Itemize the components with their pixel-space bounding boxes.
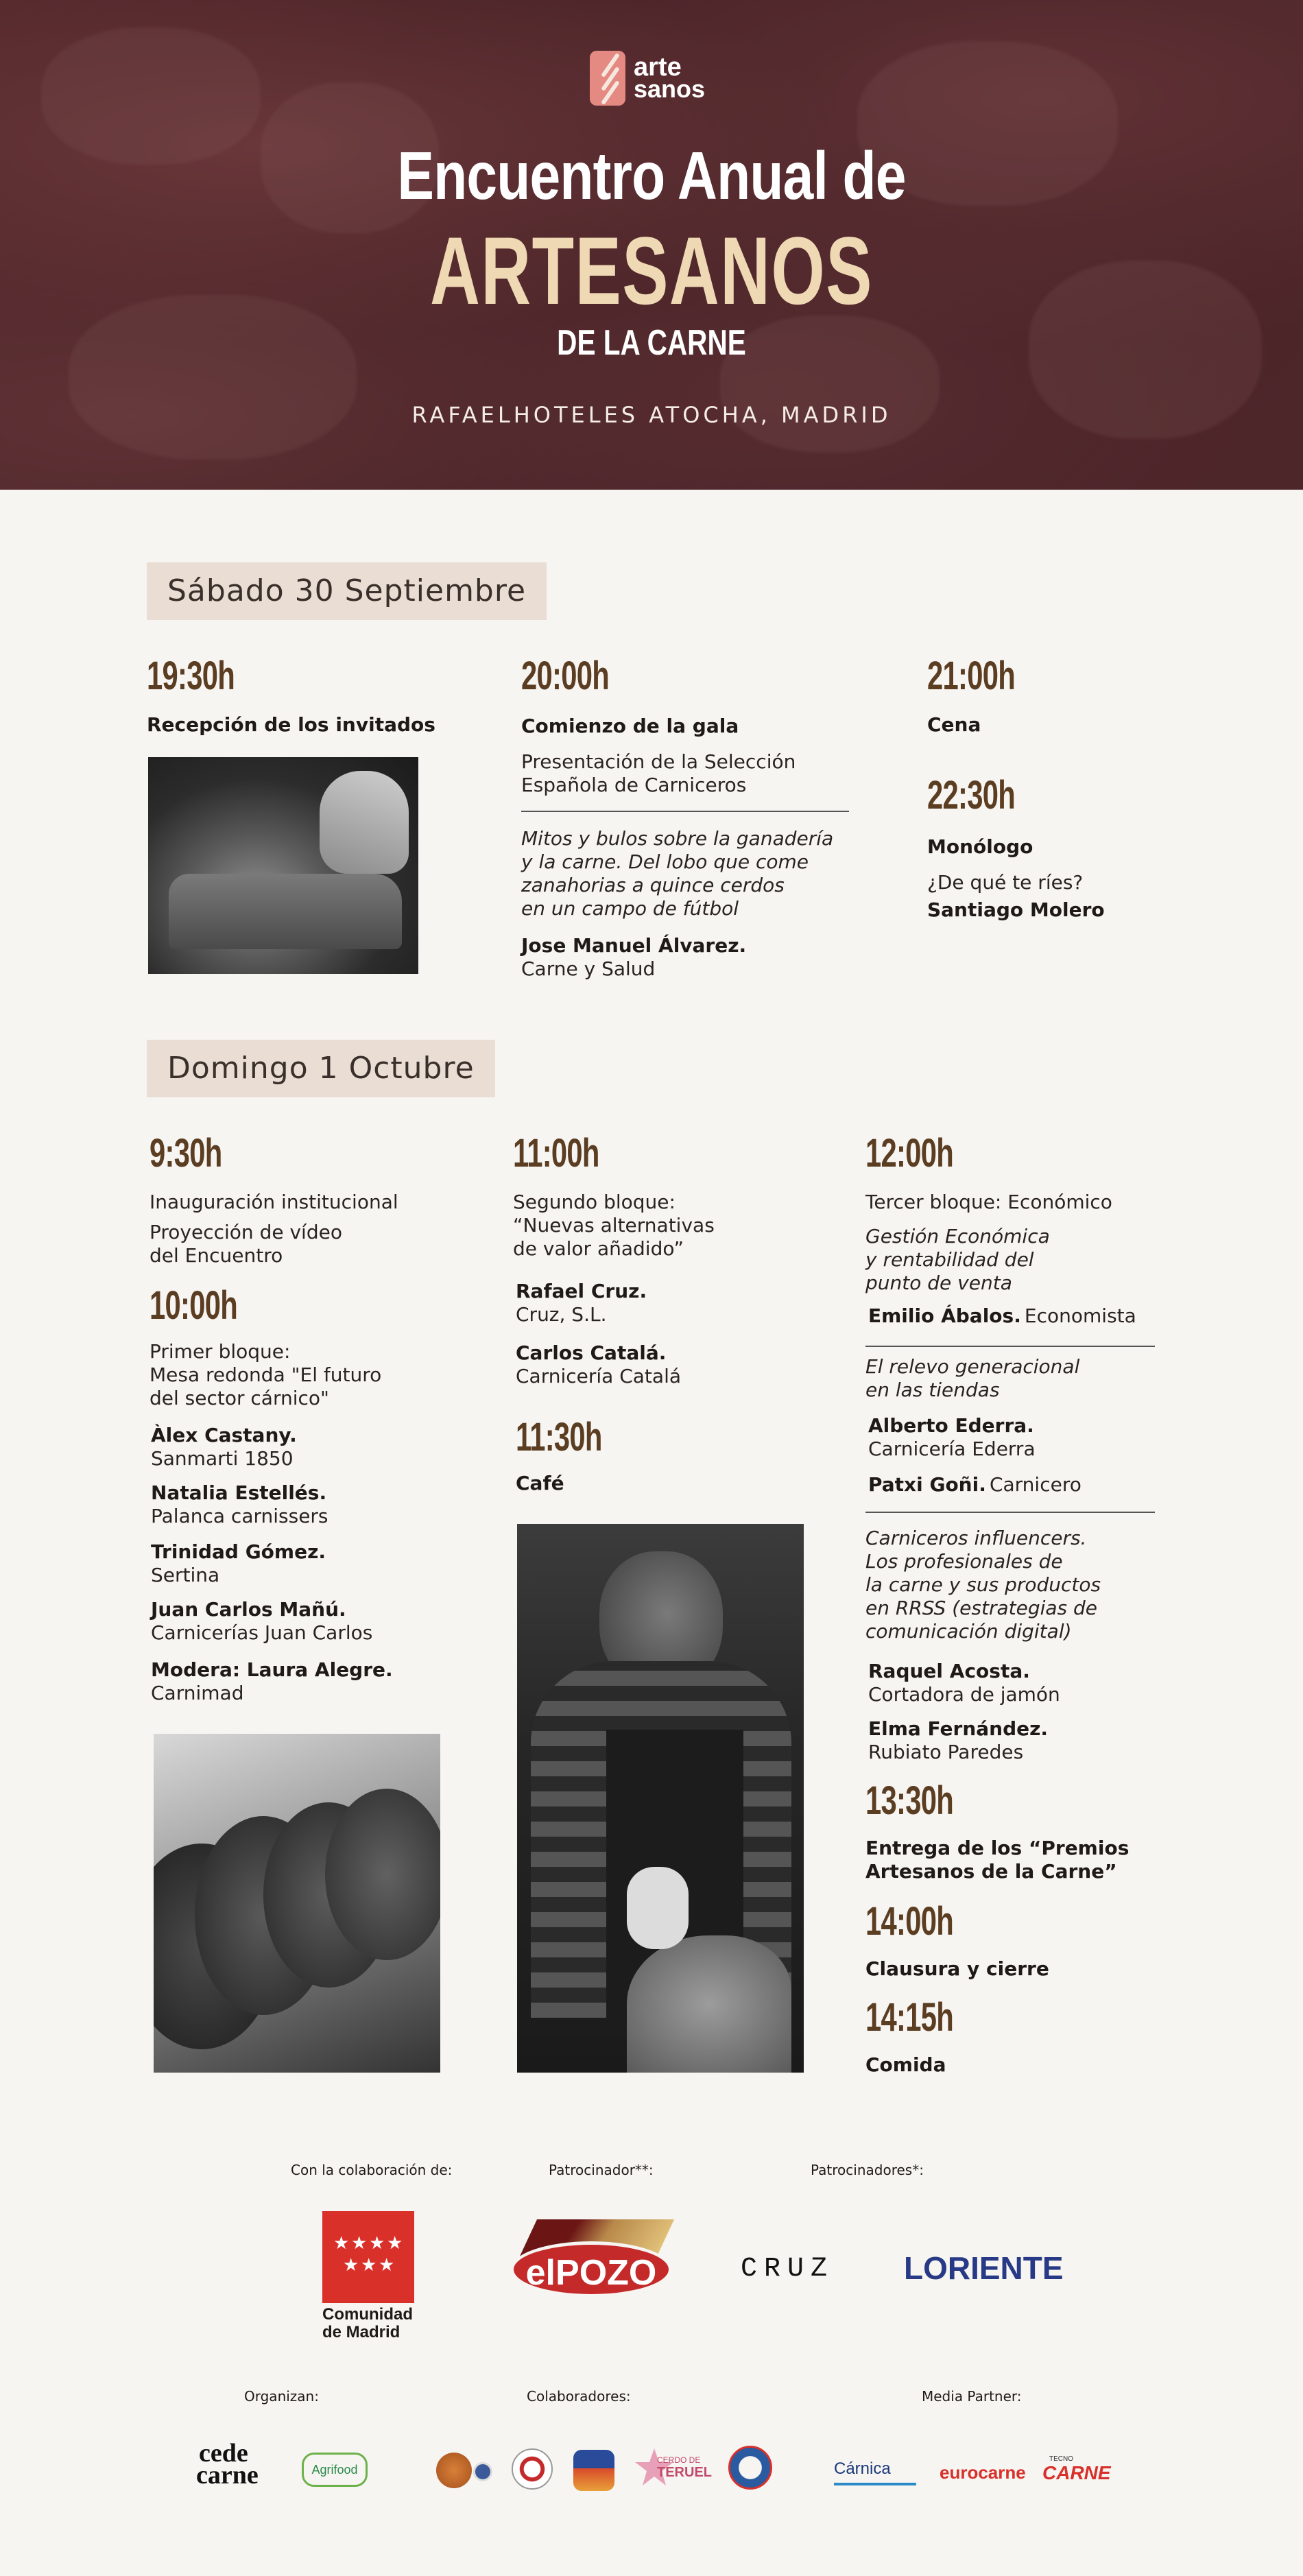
speaker-org: Carnicerías Juan Carlos bbox=[151, 1621, 373, 1644]
speaker-org: Carnimad bbox=[151, 1682, 244, 1704]
talk-title: en un campo de fútbol bbox=[521, 897, 739, 920]
event-title: Café bbox=[516, 1472, 564, 1494]
time-1415: 14:15h bbox=[865, 1995, 954, 2040]
speaker-name: Natalia Estellés. bbox=[151, 1481, 327, 1504]
collaborators-label: Colaboradores: bbox=[527, 2388, 631, 2405]
day-header-sunday: Domingo 1 Octubre bbox=[147, 1040, 495, 1097]
collaborator-seal-icon bbox=[512, 2448, 553, 2490]
venue: RAFAELHOTELES ATOCHA, MADRID bbox=[411, 402, 892, 428]
talk-title: comunicación digital) bbox=[865, 1620, 1072, 1643]
agrifood-logo: Agrifood bbox=[302, 2453, 368, 2487]
event-title: Artesanos de la Carne” bbox=[865, 1860, 1117, 1883]
speaker-name: Santiago Molero bbox=[927, 898, 1105, 921]
time-0930: 9:30h bbox=[150, 1131, 222, 1176]
steak-shape bbox=[169, 874, 402, 949]
speaker-name: Alberto Ederra. bbox=[868, 1414, 1034, 1437]
meat-cut bbox=[627, 1935, 791, 2073]
talk-title: Gestión Económica bbox=[865, 1225, 1050, 1248]
event-title: Segundo bloque: bbox=[513, 1191, 676, 1213]
speaker-name: Modera: Laura Alegre. bbox=[151, 1658, 393, 1681]
speaker-name: Emilio Ábalos. bbox=[868, 1304, 1021, 1327]
time-1000: 10:00h bbox=[150, 1283, 238, 1328]
divider bbox=[865, 1346, 1155, 1347]
event-title: Cena bbox=[927, 713, 981, 736]
hero-banner bbox=[0, 0, 1303, 490]
talk-title: Mitos y bulos sobre la ganadería bbox=[521, 827, 834, 850]
time-2100: 21:00h bbox=[927, 654, 1016, 698]
time-1100: 11:00h bbox=[513, 1131, 599, 1176]
event-title-line1: Encuentro Anual de bbox=[397, 138, 906, 213]
time-1330: 13:30h bbox=[865, 1778, 954, 1823]
speaker-org: Sanmarti 1850 bbox=[151, 1447, 294, 1470]
talk-title: y rentabilidad del bbox=[865, 1248, 1034, 1271]
talk-title: la carne y sus productos bbox=[865, 1573, 1101, 1596]
elpozo-wordmark: elPOZO bbox=[510, 2241, 672, 2298]
sausage-photo bbox=[154, 1734, 440, 2073]
talk-title: en las tiendas bbox=[865, 1379, 1000, 1401]
collaborator-shield-icon bbox=[573, 2450, 614, 2491]
madrid-flag-icon: ★ ★ ★ ★ ★ ★ ★ bbox=[322, 2211, 414, 2303]
time-1130: 11:30h bbox=[516, 1415, 602, 1459]
main-sponsor-label: Patrocinador**: bbox=[549, 2162, 654, 2178]
speaker-org: Economista bbox=[1024, 1304, 1136, 1327]
loriente-logo: LORIENTE bbox=[904, 2250, 1064, 2286]
talk-title: y la carne. Del lobo que come bbox=[521, 850, 809, 873]
event-title: Inauguración institucional bbox=[150, 1191, 398, 1213]
sponsors-label: Patrocinadores*: bbox=[811, 2162, 924, 2178]
cedecarne-text: cede bbox=[199, 2439, 248, 2468]
event-title: Monólogo bbox=[927, 835, 1033, 858]
event-desc: Proyección de vídeo bbox=[150, 1221, 342, 1243]
event-desc: del Encuentro bbox=[150, 1244, 283, 1267]
teruel-text: CERDO DE bbox=[657, 2455, 701, 2465]
speaker-org: Carnicero bbox=[989, 1473, 1081, 1496]
carnica-logo bbox=[834, 2459, 916, 2485]
talk-title: Carniceros influencers. bbox=[865, 1527, 1087, 1549]
speaker-name: Àlex Castany. bbox=[151, 1424, 297, 1446]
event-title: Mesa redonda "El futuro bbox=[150, 1363, 382, 1386]
logo-text-line1: arte bbox=[634, 53, 682, 82]
speaker-name: Jose Manuel Álvarez. bbox=[521, 934, 747, 957]
logo-mark-icon bbox=[590, 51, 625, 106]
media-partner-label: Media Partner: bbox=[922, 2388, 1022, 2405]
gloved-hand bbox=[627, 1867, 689, 1949]
event-title-line2: ARTESANOS bbox=[430, 217, 873, 324]
talk-title: en RRSS (estrategias de bbox=[865, 1597, 1098, 1619]
speaker-name: Juan Carlos Mañú. bbox=[151, 1598, 346, 1621]
event-title: Clausura y cierre bbox=[865, 1957, 1049, 1980]
logo-text-line2: sanos bbox=[634, 75, 706, 103]
speaker-org: Palanca carnissers bbox=[151, 1505, 328, 1527]
time-1200: 12:00h bbox=[865, 1131, 954, 1176]
tecnocarne-text: CARNE bbox=[1042, 2462, 1111, 2483]
speaker-name: Raquel Acosta. bbox=[868, 1660, 1030, 1682]
collaborator-seal-icon bbox=[473, 2462, 492, 2481]
event-title: Comienzo de la gala bbox=[521, 715, 739, 737]
event-title: de valor añadido” bbox=[513, 1237, 684, 1260]
speaker-org: Cruz, S.L. bbox=[516, 1303, 607, 1326]
day-header-saturday: Sábado 30 Septiembre bbox=[147, 562, 547, 620]
tecnocarne-text: TECNO bbox=[1049, 2455, 1073, 2463]
butcher-photo bbox=[517, 1524, 804, 2073]
event-title: Primer bloque: bbox=[150, 1340, 291, 1363]
speaker-org: Cortadora de jamón bbox=[868, 1683, 1060, 1706]
cruz-logo: CRUZ bbox=[741, 2254, 835, 2285]
speaker-org: Carne y Salud bbox=[521, 957, 656, 980]
time-2230: 22:30h bbox=[927, 773, 1016, 818]
talk-title: punto de venta bbox=[865, 1272, 1012, 1294]
talk-title: El relevo generacional bbox=[865, 1355, 1080, 1378]
time-1930: 19:30h bbox=[147, 654, 235, 698]
eurocarne-logo: eurocarne bbox=[940, 2462, 1026, 2483]
time-1400: 14:00h bbox=[865, 1899, 954, 1944]
speaker-org: Sertina bbox=[151, 1564, 220, 1586]
event-desc: Española de Carniceros bbox=[521, 774, 747, 796]
speaker-org: Rubiato Paredes bbox=[868, 1741, 1024, 1763]
event-title: Comida bbox=[865, 2053, 946, 2076]
event-desc: Presentación de la Selección bbox=[521, 750, 796, 773]
teruel-text: TERUEL bbox=[657, 2465, 712, 2480]
sausage-slice bbox=[325, 1789, 440, 1960]
carnica-text: Cárnica bbox=[834, 2459, 891, 2478]
divider bbox=[521, 811, 849, 812]
time-2000: 20:00h bbox=[521, 654, 610, 698]
talk-title: Los profesionales de bbox=[865, 1550, 1063, 1573]
talk-title: zanahorias a quince cerdos bbox=[521, 874, 785, 896]
speaker-name: Trinidad Gómez. bbox=[151, 1540, 326, 1563]
event-title-line3: DE LA CARNE bbox=[557, 323, 746, 363]
event-desc: ¿De qué te ríes? bbox=[927, 871, 1084, 894]
event-title: “Nuevas alternativas bbox=[513, 1214, 715, 1237]
speaker-name: Elma Fernández. bbox=[868, 1717, 1049, 1740]
event-title: Tercer bloque: Económico bbox=[865, 1191, 1112, 1213]
hand-shape bbox=[320, 771, 409, 874]
madrid-name: de Madrid bbox=[322, 2323, 401, 2341]
collab-label: Con la colaboración de: bbox=[291, 2162, 453, 2178]
madrid-name: Comunidad bbox=[322, 2305, 413, 2324]
organizers-label: Organizan: bbox=[244, 2388, 319, 2405]
speaker-org: Carnicería Catalá bbox=[516, 1365, 682, 1387]
artesanos-logo bbox=[590, 51, 705, 106]
divider bbox=[865, 1512, 1155, 1513]
steak-photo bbox=[148, 757, 418, 974]
speaker-line bbox=[868, 1304, 1136, 1328]
speaker-name: Patxi Goñi. bbox=[868, 1473, 986, 1496]
cedecarne-text: carne bbox=[196, 2461, 259, 2490]
event-title: Recepción de los invitados bbox=[147, 713, 435, 736]
speaker-name: Carlos Catalá. bbox=[516, 1341, 667, 1364]
speaker-line bbox=[868, 1473, 1081, 1496]
speaker-name: Rafael Cruz. bbox=[516, 1280, 647, 1302]
collaborator-seal-icon bbox=[728, 2446, 772, 2490]
collaborator-seal-icon bbox=[436, 2453, 472, 2488]
event-title: del sector cárnico" bbox=[150, 1387, 329, 1409]
speaker-org: Carnicería Ederra bbox=[868, 1438, 1036, 1460]
event-title: Entrega de los “Premios bbox=[865, 1837, 1129, 1859]
